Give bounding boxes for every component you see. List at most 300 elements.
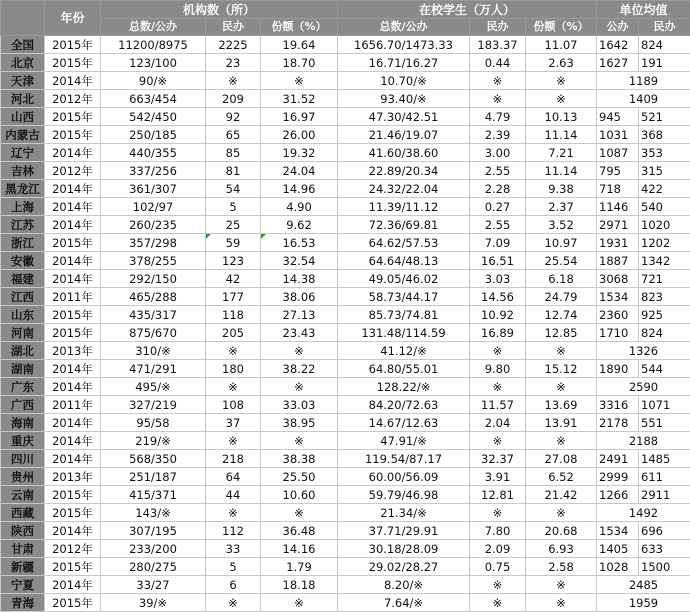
stu-private-cell[interactable]: 2.28 xyxy=(470,180,526,198)
avg-private-cell[interactable]: 2911 xyxy=(639,486,690,504)
stu-total-cell[interactable]: 37.71/29.91 xyxy=(338,522,470,540)
province-cell[interactable]: 吉林 xyxy=(1,162,45,180)
stu-total-cell[interactable]: 72.36/69.81 xyxy=(338,216,470,234)
inst-private-cell[interactable]: 37 xyxy=(206,414,261,432)
avg-merged-cell[interactable]: 1409 xyxy=(597,90,690,108)
avg-public-cell[interactable]: 1087 xyxy=(597,144,639,162)
stu-private-cell[interactable]: 3.00 xyxy=(470,144,526,162)
year-cell[interactable]: 2014年 xyxy=(45,378,101,396)
stu-total-cell[interactable]: 41.12/※ xyxy=(338,342,470,360)
stu-share-cell[interactable]: 9.38 xyxy=(526,180,597,198)
avg-private-cell[interactable]: 1342 xyxy=(639,252,690,270)
inst-share-cell[interactable]: ※ xyxy=(261,594,338,612)
stu-private-cell[interactable]: 2.04 xyxy=(470,414,526,432)
avg-private-cell[interactable]: 611 xyxy=(639,468,690,486)
inst-total-cell[interactable]: 440/355 xyxy=(101,144,206,162)
avg-public-cell[interactable]: 1710 xyxy=(597,324,639,342)
stu-private-cell[interactable]: ※ xyxy=(470,90,526,108)
inst-total-cell[interactable]: 280/275 xyxy=(101,558,206,576)
avg-private-cell[interactable]: 1202 xyxy=(639,234,690,252)
stu-total-cell[interactable]: 64.62/57.53 xyxy=(338,234,470,252)
stu-total-cell[interactable]: 14.67/12.63 xyxy=(338,414,470,432)
year-cell[interactable]: 2015年 xyxy=(45,36,101,54)
stu-share-cell[interactable]: 2.37 xyxy=(526,198,597,216)
stu-private-cell[interactable]: 0.27 xyxy=(470,198,526,216)
inst-total-cell[interactable]: 378/255 xyxy=(101,252,206,270)
stu-private-cell[interactable]: ※ xyxy=(470,504,526,522)
year-cell[interactable]: 2015年 xyxy=(45,306,101,324)
year-cell[interactable]: 2014年 xyxy=(45,198,101,216)
inst-total-cell[interactable]: 568/350 xyxy=(101,450,206,468)
province-cell[interactable]: 北京 xyxy=(1,54,45,72)
stu-total-cell[interactable]: 119.54/87.17 xyxy=(338,450,470,468)
stu-total-cell[interactable]: 11.39/11.12 xyxy=(338,198,470,216)
avg-public-cell[interactable]: 1627 xyxy=(597,54,639,72)
stu-private-cell[interactable]: 183.37 xyxy=(470,36,526,54)
inst-private-cell[interactable]: 85 xyxy=(206,144,261,162)
stu-private-cell[interactable]: ※ xyxy=(470,432,526,450)
inst-private-cell[interactable]: 205 xyxy=(206,324,261,342)
inst-private-cell[interactable]: 218 xyxy=(206,450,261,468)
province-cell[interactable]: 安徽 xyxy=(1,252,45,270)
stu-total-cell[interactable]: 7.64/※ xyxy=(338,594,470,612)
year-cell[interactable]: 2015年 xyxy=(45,594,101,612)
avg-public-cell[interactable]: 3068 xyxy=(597,270,639,288)
inst-total-cell[interactable]: 143/※ xyxy=(101,504,206,522)
year-cell[interactable]: 2015年 xyxy=(45,126,101,144)
province-cell[interactable]: 江苏 xyxy=(1,216,45,234)
inst-share-cell[interactable]: 27.13 xyxy=(261,306,338,324)
avg-public-cell[interactable]: 2999 xyxy=(597,468,639,486)
stu-share-cell[interactable]: 2.63 xyxy=(526,54,597,72)
stu-total-cell[interactable]: 58.73/44.17 xyxy=(338,288,470,306)
inst-share-cell[interactable]: 25.50 xyxy=(261,468,338,486)
inst-private-cell[interactable]: 65 xyxy=(206,126,261,144)
year-cell[interactable]: 2015年 xyxy=(45,324,101,342)
year-cell[interactable]: 2015年 xyxy=(45,108,101,126)
stu-private-cell[interactable]: ※ xyxy=(470,576,526,594)
inst-private-cell[interactable]: 5 xyxy=(206,558,261,576)
inst-share-cell[interactable]: 19.32 xyxy=(261,144,338,162)
inst-total-cell[interactable]: 123/100 xyxy=(101,54,206,72)
avg-public-cell[interactable]: 1405 xyxy=(597,540,639,558)
stu-share-cell[interactable]: 3.52 xyxy=(526,216,597,234)
inst-share-cell[interactable]: 10.60 xyxy=(261,486,338,504)
stu-total-cell[interactable]: 16.71/16.27 xyxy=(338,54,470,72)
year-cell[interactable]: 2015年 xyxy=(45,486,101,504)
stu-share-cell[interactable]: 10.97 xyxy=(526,234,597,252)
stu-share-cell[interactable]: 15.12 xyxy=(526,360,597,378)
stu-private-cell[interactable]: 16.51 xyxy=(470,252,526,270)
province-cell[interactable]: 上海 xyxy=(1,198,45,216)
stu-total-cell[interactable]: 47.30/42.51 xyxy=(338,108,470,126)
province-cell[interactable]: 辽宁 xyxy=(1,144,45,162)
avg-merged-cell[interactable]: 1189 xyxy=(597,72,690,90)
stu-share-cell[interactable]: 6.18 xyxy=(526,270,597,288)
inst-private-cell[interactable]: 33 xyxy=(206,540,261,558)
province-cell[interactable]: 全国 xyxy=(1,36,45,54)
stu-private-cell[interactable]: 0.75 xyxy=(470,558,526,576)
province-cell[interactable]: 青海 xyxy=(1,594,45,612)
inst-private-cell[interactable]: 59 xyxy=(206,234,261,252)
inst-total-cell[interactable]: 260/235 xyxy=(101,216,206,234)
province-cell[interactable]: 四川 xyxy=(1,450,45,468)
stu-share-cell[interactable]: 13.69 xyxy=(526,396,597,414)
inst-private-cell[interactable]: 177 xyxy=(206,288,261,306)
stu-private-cell[interactable]: 7.80 xyxy=(470,522,526,540)
stu-total-cell[interactable]: 128.22/※ xyxy=(338,378,470,396)
province-cell[interactable]: 湖北 xyxy=(1,342,45,360)
inst-share-cell[interactable]: 38.38 xyxy=(261,450,338,468)
year-cell[interactable]: 2011年 xyxy=(45,396,101,414)
inst-private-cell[interactable]: ※ xyxy=(206,594,261,612)
avg-public-cell[interactable]: 3316 xyxy=(597,396,639,414)
stu-total-cell[interactable]: 47.91/※ xyxy=(338,432,470,450)
stu-share-cell[interactable]: ※ xyxy=(526,378,597,396)
avg-private-cell[interactable]: 544 xyxy=(639,360,690,378)
avg-private-cell[interactable]: 696 xyxy=(639,522,690,540)
inst-total-cell[interactable]: 337/256 xyxy=(101,162,206,180)
stu-share-cell[interactable]: ※ xyxy=(526,576,597,594)
province-cell[interactable]: 天津 xyxy=(1,72,45,90)
inst-private-cell[interactable]: ※ xyxy=(206,72,261,90)
inst-share-cell[interactable]: 14.38 xyxy=(261,270,338,288)
province-cell[interactable]: 湖南 xyxy=(1,360,45,378)
province-cell[interactable]: 陕西 xyxy=(1,522,45,540)
stu-total-cell[interactable]: 21.34/※ xyxy=(338,504,470,522)
stu-private-cell[interactable]: 3.91 xyxy=(470,468,526,486)
avg-public-cell[interactable]: 795 xyxy=(597,162,639,180)
stu-share-cell[interactable]: 12.85 xyxy=(526,324,597,342)
stu-share-cell[interactable]: 27.08 xyxy=(526,450,597,468)
avg-public-cell[interactable]: 1931 xyxy=(597,234,639,252)
stu-private-cell[interactable]: 10.92 xyxy=(470,306,526,324)
stu-private-cell[interactable]: 2.55 xyxy=(470,216,526,234)
stu-share-cell[interactable]: ※ xyxy=(526,594,597,612)
inst-share-cell[interactable]: 38.95 xyxy=(261,414,338,432)
avg-public-cell[interactable]: 1534 xyxy=(597,288,639,306)
avg-private-cell[interactable]: 633 xyxy=(639,540,690,558)
avg-public-cell[interactable]: 1887 xyxy=(597,252,639,270)
inst-share-cell[interactable]: 16.53 xyxy=(261,234,338,252)
stu-total-cell[interactable]: 85.73/74.81 xyxy=(338,306,470,324)
province-cell[interactable]: 河北 xyxy=(1,90,45,108)
stu-total-cell[interactable]: 22.89/20.34 xyxy=(338,162,470,180)
stu-share-cell[interactable]: 25.54 xyxy=(526,252,597,270)
avg-public-cell[interactable]: 1031 xyxy=(597,126,639,144)
avg-public-cell[interactable]: 1890 xyxy=(597,360,639,378)
year-cell[interactable]: 2014年 xyxy=(45,216,101,234)
province-cell[interactable]: 云南 xyxy=(1,486,45,504)
inst-total-cell[interactable]: 219/※ xyxy=(101,432,206,450)
year-cell[interactable]: 2015年 xyxy=(45,54,101,72)
year-cell[interactable]: 2014年 xyxy=(45,144,101,162)
avg-public-cell[interactable]: 2491 xyxy=(597,450,639,468)
inst-total-cell[interactable]: 307/195 xyxy=(101,522,206,540)
year-cell[interactable]: 2014年 xyxy=(45,450,101,468)
inst-share-cell[interactable]: 32.54 xyxy=(261,252,338,270)
avg-private-cell[interactable]: 925 xyxy=(639,306,690,324)
stu-total-cell[interactable]: 1656.70/1473.33 xyxy=(338,36,470,54)
province-cell[interactable]: 宁夏 xyxy=(1,576,45,594)
inst-share-cell[interactable]: 19.64 xyxy=(261,36,338,54)
inst-private-cell[interactable]: ※ xyxy=(206,378,261,396)
inst-private-cell[interactable]: 92 xyxy=(206,108,261,126)
inst-total-cell[interactable]: 357/298 xyxy=(101,234,206,252)
stu-share-cell[interactable]: 11.07 xyxy=(526,36,597,54)
inst-private-cell[interactable]: 108 xyxy=(206,396,261,414)
stu-share-cell[interactable]: 10.13 xyxy=(526,108,597,126)
inst-share-cell[interactable]: 18.70 xyxy=(261,54,338,72)
stu-share-cell[interactable]: ※ xyxy=(526,72,597,90)
stu-private-cell[interactable]: 2.39 xyxy=(470,126,526,144)
inst-total-cell[interactable]: 102/97 xyxy=(101,198,206,216)
avg-public-cell[interactable]: 945 xyxy=(597,108,639,126)
province-cell[interactable]: 新疆 xyxy=(1,558,45,576)
stu-total-cell[interactable]: 64.80/55.01 xyxy=(338,360,470,378)
avg-private-cell[interactable]: 551 xyxy=(639,414,690,432)
inst-private-cell[interactable]: 5 xyxy=(206,198,261,216)
inst-total-cell[interactable]: 33/27 xyxy=(101,576,206,594)
inst-share-cell[interactable]: 31.52 xyxy=(261,90,338,108)
stu-private-cell[interactable]: 12.81 xyxy=(470,486,526,504)
stu-share-cell[interactable]: 20.68 xyxy=(526,522,597,540)
avg-public-cell[interactable]: 1028 xyxy=(597,558,639,576)
inst-total-cell[interactable]: 327/219 xyxy=(101,396,206,414)
inst-total-cell[interactable]: 435/317 xyxy=(101,306,206,324)
year-cell[interactable]: 2012年 xyxy=(45,162,101,180)
avg-merged-cell[interactable]: 1326 xyxy=(597,342,690,360)
inst-private-cell[interactable]: 25 xyxy=(206,216,261,234)
stu-total-cell[interactable]: 30.18/28.09 xyxy=(338,540,470,558)
inst-private-cell[interactable]: ※ xyxy=(206,432,261,450)
province-cell[interactable]: 山东 xyxy=(1,306,45,324)
inst-private-cell[interactable]: 44 xyxy=(206,486,261,504)
inst-share-cell[interactable]: 9.62 xyxy=(261,216,338,234)
inst-private-cell[interactable]: ※ xyxy=(206,504,261,522)
inst-total-cell[interactable]: 310/※ xyxy=(101,342,206,360)
avg-public-cell[interactable]: 718 xyxy=(597,180,639,198)
province-cell[interactable]: 西藏 xyxy=(1,504,45,522)
province-cell[interactable]: 海南 xyxy=(1,414,45,432)
year-cell[interactable]: 2014年 xyxy=(45,522,101,540)
stu-share-cell[interactable]: 6.93 xyxy=(526,540,597,558)
inst-share-cell[interactable]: 18.18 xyxy=(261,576,338,594)
inst-private-cell[interactable]: 42 xyxy=(206,270,261,288)
year-cell[interactable]: 2015年 xyxy=(45,234,101,252)
year-cell[interactable]: 2015年 xyxy=(45,504,101,522)
year-cell[interactable]: 2014年 xyxy=(45,270,101,288)
year-cell[interactable]: 2013年 xyxy=(45,468,101,486)
stu-private-cell[interactable]: 4.79 xyxy=(470,108,526,126)
stu-share-cell[interactable]: 12.74 xyxy=(526,306,597,324)
stu-total-cell[interactable]: 24.32/22.04 xyxy=(338,180,470,198)
inst-total-cell[interactable]: 361/307 xyxy=(101,180,206,198)
avg-private-cell[interactable]: 191 xyxy=(639,54,690,72)
inst-total-cell[interactable]: 415/371 xyxy=(101,486,206,504)
avg-private-cell[interactable]: 540 xyxy=(639,198,690,216)
inst-share-cell[interactable]: 14.16 xyxy=(261,540,338,558)
inst-share-cell[interactable]: 38.06 xyxy=(261,288,338,306)
year-cell[interactable]: 2013年 xyxy=(45,342,101,360)
province-cell[interactable]: 内蒙古 xyxy=(1,126,45,144)
avg-private-cell[interactable]: 1020 xyxy=(639,216,690,234)
inst-share-cell[interactable]: ※ xyxy=(261,72,338,90)
inst-share-cell[interactable]: ※ xyxy=(261,342,338,360)
inst-private-cell[interactable]: 6 xyxy=(206,576,261,594)
stu-private-cell[interactable]: 2.55 xyxy=(470,162,526,180)
stu-private-cell[interactable]: ※ xyxy=(470,378,526,396)
avg-private-cell[interactable]: 315 xyxy=(639,162,690,180)
inst-share-cell[interactable]: ※ xyxy=(261,504,338,522)
stu-private-cell[interactable]: 2.09 xyxy=(470,540,526,558)
stu-share-cell[interactable]: ※ xyxy=(526,504,597,522)
stu-private-cell[interactable]: 0.44 xyxy=(470,54,526,72)
avg-merged-cell[interactable]: 2485 xyxy=(597,576,690,594)
province-cell[interactable]: 重庆 xyxy=(1,432,45,450)
inst-total-cell[interactable]: 471/291 xyxy=(101,360,206,378)
inst-share-cell[interactable]: 4.90 xyxy=(261,198,338,216)
avg-merged-cell[interactable]: 1492 xyxy=(597,504,690,522)
inst-share-cell[interactable]: ※ xyxy=(261,378,338,396)
avg-public-cell[interactable]: 2971 xyxy=(597,216,639,234)
stu-total-cell[interactable]: 93.40/※ xyxy=(338,90,470,108)
avg-private-cell[interactable]: 368 xyxy=(639,126,690,144)
stu-total-cell[interactable]: 49.05/46.02 xyxy=(338,270,470,288)
province-cell[interactable]: 江西 xyxy=(1,288,45,306)
year-cell[interactable]: 2012年 xyxy=(45,540,101,558)
inst-private-cell[interactable]: 23 xyxy=(206,54,261,72)
inst-private-cell[interactable]: 180 xyxy=(206,360,261,378)
stu-total-cell[interactable]: 21.46/19.07 xyxy=(338,126,470,144)
year-cell[interactable]: 2014年 xyxy=(45,576,101,594)
avg-private-cell[interactable]: 824 xyxy=(639,324,690,342)
inst-total-cell[interactable]: 90/※ xyxy=(101,72,206,90)
inst-private-cell[interactable]: 123 xyxy=(206,252,261,270)
avg-private-cell[interactable]: 1485 xyxy=(639,450,690,468)
avg-merged-cell[interactable]: 1959 xyxy=(597,594,690,612)
avg-public-cell[interactable]: 2360 xyxy=(597,306,639,324)
stu-total-cell[interactable]: 131.48/114.59 xyxy=(338,324,470,342)
avg-merged-cell[interactable]: 2590 xyxy=(597,378,690,396)
inst-private-cell[interactable]: 209 xyxy=(206,90,261,108)
province-cell[interactable]: 山西 xyxy=(1,108,45,126)
inst-total-cell[interactable]: 233/200 xyxy=(101,540,206,558)
stu-share-cell[interactable]: 7.21 xyxy=(526,144,597,162)
year-cell[interactable]: 2014年 xyxy=(45,180,101,198)
inst-share-cell[interactable]: 23.43 xyxy=(261,324,338,342)
stu-private-cell[interactable]: 16.89 xyxy=(470,324,526,342)
avg-public-cell[interactable]: 1642 xyxy=(597,36,639,54)
avg-public-cell[interactable]: 1146 xyxy=(597,198,639,216)
inst-total-cell[interactable]: 875/670 xyxy=(101,324,206,342)
stu-total-cell[interactable]: 8.20/※ xyxy=(338,576,470,594)
inst-private-cell[interactable]: ※ xyxy=(206,342,261,360)
inst-share-cell[interactable]: 16.97 xyxy=(261,108,338,126)
inst-total-cell[interactable]: 95/58 xyxy=(101,414,206,432)
avg-private-cell[interactable]: 824 xyxy=(639,36,690,54)
inst-total-cell[interactable]: 39/※ xyxy=(101,594,206,612)
inst-share-cell[interactable]: ※ xyxy=(261,432,338,450)
stu-share-cell[interactable]: 11.14 xyxy=(526,126,597,144)
year-cell[interactable]: 2014年 xyxy=(45,360,101,378)
inst-share-cell[interactable]: 38.22 xyxy=(261,360,338,378)
avg-private-cell[interactable]: 353 xyxy=(639,144,690,162)
inst-total-cell[interactable]: 542/450 xyxy=(101,108,206,126)
inst-share-cell[interactable]: 26.00 xyxy=(261,126,338,144)
stu-total-cell[interactable]: 59.79/46.98 xyxy=(338,486,470,504)
province-cell[interactable]: 甘肃 xyxy=(1,540,45,558)
year-cell[interactable]: 2015年 xyxy=(45,558,101,576)
inst-total-cell[interactable]: 663/454 xyxy=(101,90,206,108)
stu-private-cell[interactable]: 11.57 xyxy=(470,396,526,414)
year-cell[interactable]: 2012年 xyxy=(45,90,101,108)
stu-share-cell[interactable]: 6.52 xyxy=(526,468,597,486)
stu-total-cell[interactable]: 10.70/※ xyxy=(338,72,470,90)
stu-share-cell[interactable]: 11.14 xyxy=(526,162,597,180)
inst-private-cell[interactable]: 54 xyxy=(206,180,261,198)
avg-private-cell[interactable]: 1071 xyxy=(639,396,690,414)
province-cell[interactable]: 浙江 xyxy=(1,234,45,252)
stu-total-cell[interactable]: 60.00/56.09 xyxy=(338,468,470,486)
avg-merged-cell[interactable]: 2188 xyxy=(597,432,690,450)
stu-share-cell[interactable]: ※ xyxy=(526,432,597,450)
stu-share-cell[interactable]: 24.79 xyxy=(526,288,597,306)
stu-share-cell[interactable]: 2.58 xyxy=(526,558,597,576)
avg-public-cell[interactable]: 2178 xyxy=(597,414,639,432)
stu-private-cell[interactable]: ※ xyxy=(470,342,526,360)
province-cell[interactable]: 福建 xyxy=(1,270,45,288)
stu-total-cell[interactable]: 84.20/72.63 xyxy=(338,396,470,414)
inst-share-cell[interactable]: 36.48 xyxy=(261,522,338,540)
inst-share-cell[interactable]: 14.96 xyxy=(261,180,338,198)
stu-share-cell[interactable]: ※ xyxy=(526,342,597,360)
year-cell[interactable]: 2014年 xyxy=(45,432,101,450)
province-cell[interactable]: 黑龙江 xyxy=(1,180,45,198)
stu-share-cell[interactable]: 13.91 xyxy=(526,414,597,432)
stu-share-cell[interactable]: 21.42 xyxy=(526,486,597,504)
stu-private-cell[interactable]: 3.03 xyxy=(470,270,526,288)
province-cell[interactable]: 广西 xyxy=(1,396,45,414)
avg-public-cell[interactable]: 1534 xyxy=(597,522,639,540)
inst-total-cell[interactable]: 250/185 xyxy=(101,126,206,144)
inst-private-cell[interactable]: 64 xyxy=(206,468,261,486)
province-cell[interactable]: 河南 xyxy=(1,324,45,342)
avg-private-cell[interactable]: 823 xyxy=(639,288,690,306)
stu-total-cell[interactable]: 41.60/38.60 xyxy=(338,144,470,162)
inst-total-cell[interactable]: 465/288 xyxy=(101,288,206,306)
stu-private-cell[interactable]: ※ xyxy=(470,72,526,90)
inst-private-cell[interactable]: 81 xyxy=(206,162,261,180)
stu-share-cell[interactable]: ※ xyxy=(526,90,597,108)
stu-private-cell[interactable]: 7.09 xyxy=(470,234,526,252)
inst-private-cell[interactable]: 112 xyxy=(206,522,261,540)
avg-public-cell[interactable]: 1266 xyxy=(597,486,639,504)
inst-total-cell[interactable]: 11200/8975 xyxy=(101,36,206,54)
avg-private-cell[interactable]: 721 xyxy=(639,270,690,288)
stu-private-cell[interactable]: 9.80 xyxy=(470,360,526,378)
stu-private-cell[interactable]: 14.56 xyxy=(470,288,526,306)
year-cell[interactable]: 2014年 xyxy=(45,252,101,270)
avg-private-cell[interactable]: 1500 xyxy=(639,558,690,576)
stu-private-cell[interactable]: 32.37 xyxy=(470,450,526,468)
inst-private-cell[interactable]: 2225 xyxy=(206,36,261,54)
inst-total-cell[interactable]: 251/187 xyxy=(101,468,206,486)
stu-total-cell[interactable]: 29.02/28.27 xyxy=(338,558,470,576)
inst-total-cell[interactable]: 495/※ xyxy=(101,378,206,396)
avg-private-cell[interactable]: 521 xyxy=(639,108,690,126)
inst-share-cell[interactable]: 33.03 xyxy=(261,396,338,414)
